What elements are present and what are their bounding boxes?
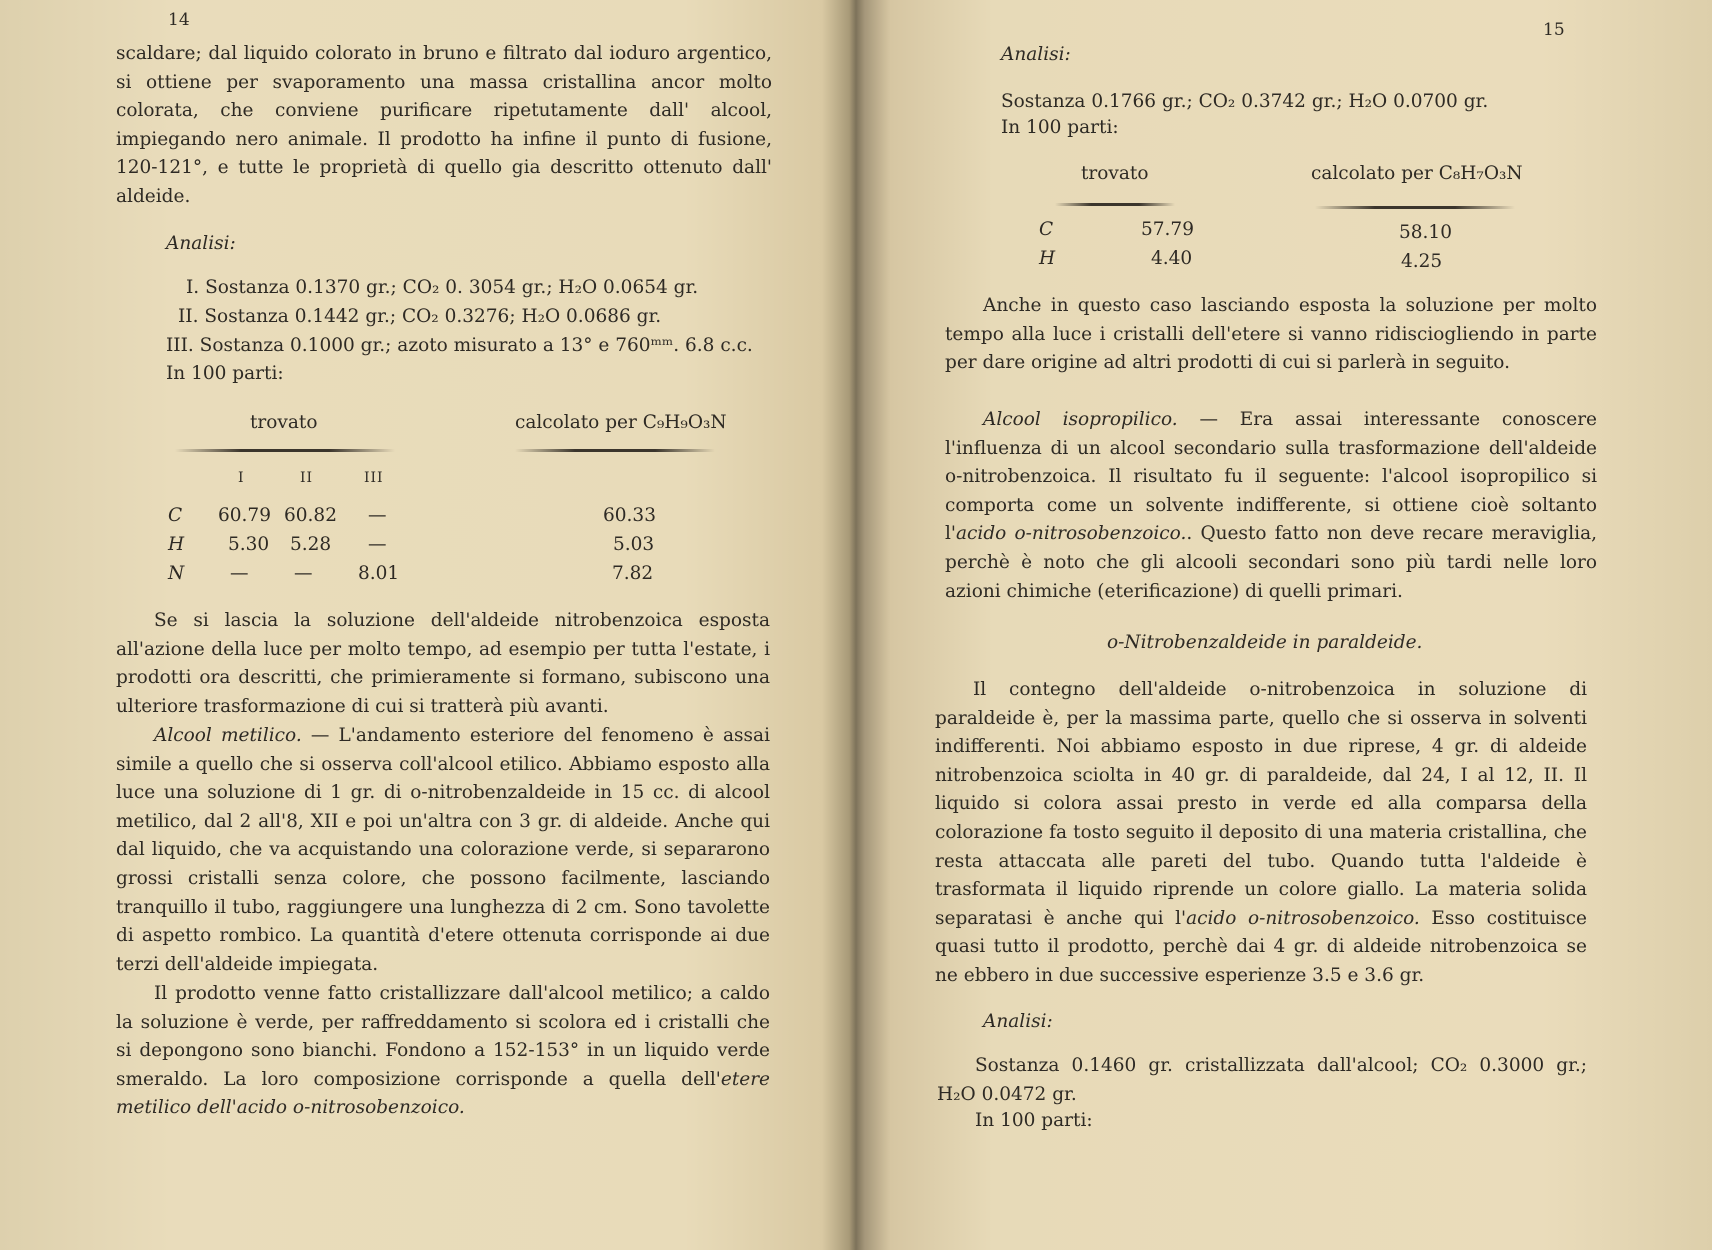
table-cell: 60.79 (218, 505, 271, 526)
brace-divider (175, 449, 395, 452)
table-header-calc: calcolato per C₉H₉O₃N (515, 412, 727, 433)
analysis-line: In 100 parti: (166, 363, 284, 384)
table-cell: 60.33 (603, 505, 656, 526)
table-cell: 7.82 (612, 563, 654, 584)
brace-divider (1315, 206, 1515, 209)
paragraph: scaldare; dal liquido colorato in bruno e filtrato dal ioduro argentico, si ottiene per svaporamento una massa cristallina ancor molto colorata, che conviene purificare ripetutamente dall' alcool, impiegando nero animale. Il prodotto ha infine il punto di fusione, 120-121°, e tutte le proprietà di quello gia descritto ottenuto dall' aldeide. (116, 43, 772, 207)
paragraph-text: Il contegno dell'aldeide o-nitrobenzoica in soluzione di paraldeide è, per la massima parte, quello che si osserva in solventi indifferenti. Noi abbiamo esposto in due riprese, 4 gr. di aldeide nitrobenzoica sciolta in 40 gr. di paraldeide, dal 24, I al 12, II. Il liquido si colora assai presto in verde ed alla comparsa della colorazione fa tosto seguito il deposito di una materia cristallina, che resta attaccata alle pareti del tubo. Quando tutta l'aldeide è trasformata il liquido riprende un colore giallo. La materia solida separatasi è anche qui l' (935, 679, 1587, 929)
paragraph-italic: acido o-nitrosobenzoico. (1186, 907, 1420, 929)
analysis-line: II. Sostanza 0.1442 gr.; CO₂ 0.3276; H₂O 0.0686 gr. (178, 306, 662, 327)
table-cell: 4.40 (1151, 248, 1193, 269)
analysis-line: III. Sostanza 0.1000 gr.; azoto misurato a 13° e 760ᵐᵐ. 6.8 c.c. (166, 335, 753, 356)
paragraph-italic: acido o-nitrosobenzoico. (956, 523, 1187, 545)
column-header: III (364, 470, 384, 486)
table-cell: 57.79 (1141, 219, 1194, 240)
analysis-heading: Analisi: (166, 233, 236, 254)
section-heading: o-Nitrobenzaldeide in paraldeide. (1107, 632, 1423, 653)
paragraph: Anche in questo caso lasciando esposta la soluzione per molto tempo alla luce i cristalli dell'etere si vanno ridisciogliendo in parte per dare origine ad altri prodotti di cui si parlerà in seguito. (945, 295, 1597, 374)
table-cell: C (168, 505, 183, 526)
table-header-found: trovato (1081, 163, 1149, 184)
table-cell: 60.82 (284, 505, 337, 526)
analysis-line: Sostanza 0.1766 gr.; CO₂ 0.3742 gr.; H₂O 0.0700 gr. (1001, 91, 1489, 112)
paragraph-lead: Alcool isopropilico. (983, 409, 1178, 430)
table-cell: 4.25 (1401, 251, 1443, 272)
column-header: II (300, 470, 314, 486)
paragraph-text: — Era assai interessante conoscere l'influenza di un alcool secondario sulla trasformazione dell'aldeide o-nitrobenzoica. Il risultato fu il seguente: l'alcool isopropilico si comporta come un solvente indifferente, si ottiene cioè soltanto l' (945, 409, 1597, 545)
table-cell: H (1039, 248, 1056, 269)
paragraph-text: Il prodotto venne fatto cristallizzare dall'alcool metilico; a caldo la soluzione è verde, per raffreddamento si scolora ed i cristalli che si depongono sono bianchi. Fondono a 152-153° in un liquido verde smeraldo. La loro composizione corrisponde a quella dell' (116, 983, 770, 1090)
paragraph: Se si lascia la soluzione dell'aldeide nitrobenzoica esposta all'azione della luce per molto tempo, ad esempio per tutta l'estate, i prodotti ora descritti, che primieramente si formano, subiscono una ulteriore trasformazione di cui si tratterà più avanti. (116, 610, 770, 717)
table-cell: — (230, 563, 249, 584)
table-cell: — (368, 505, 387, 526)
table-cell: 8.01 (358, 563, 400, 584)
analysis-line: In 100 parti: (1001, 117, 1119, 138)
page-number: 15 (1543, 20, 1565, 40)
analysis-line: Sostanza 0.1460 gr. cristallizzata dall'alcool; CO₂ 0.3000 gr.; H₂O 0.0472 gr. (937, 1055, 1587, 1105)
paragraph-text: Esso costituisce quasi tutto il prodotto, perchè dai 4 gr. di aldeide nitrobenzoica se ne ebbero in due successive esperienze 3.5 e 3.6 gr. (935, 907, 1587, 986)
paragraph-text: — L'andamento esteriore del fenomeno è assai simile a quello che si osserva coll'alcool etilico. Abbiamo esposto alla luce una soluzione di 1 gr. di o-nitrobenzaldeide in 15 cc. di alcool metilico, dal 2 all'8, XII e poi un'altra con 3 gr. di aldeide. Anche qui dal liquido, che va acquistando una colorazione verde, si separarono grossi cristalli senza colore, che possono facilmente, lasciando tranquillo il tubo, raggiungere una lunghezza di 2 cm. Sono tavolette di aspetto rombico. La quantità d'etere ottenuta corrisponde ai due terzi dell'aldeide impiegata. (116, 725, 770, 975)
paragraph (935, 676, 1587, 991)
paragraph-text: . Questo fatto non deve recare meraviglia, perchè è noto che gli alcooli secondari sono più tardi nelle loro azioni chimiche (eterificazione) di quelli primari. (945, 523, 1598, 602)
table-cell: — (294, 563, 313, 584)
right-page (935, 0, 1598, 1250)
paragraph (116, 722, 770, 979)
column-header: I (238, 470, 245, 486)
paragraph-lead: Alcool metilico. (154, 725, 302, 746)
analysis-heading: Analisi: (1001, 44, 1071, 65)
table-cell: C (1039, 219, 1054, 240)
analysis-line: I. Sostanza 0.1370 gr.; CO₂ 0. 3054 gr.; H₂O 0.0654 gr. (186, 277, 699, 298)
analysis-heading: Analisi: (983, 1011, 1053, 1032)
table-cell: H (168, 534, 185, 555)
table-cell: N (168, 563, 185, 584)
brace-divider (515, 449, 715, 452)
left-page (116, 0, 772, 1250)
table-header-found: trovato (250, 412, 318, 433)
paragraph (945, 406, 1597, 606)
table-header-calc: calcolato per C₈H₇O₃N (1311, 163, 1523, 184)
analysis-line: In 100 parti: (975, 1110, 1093, 1131)
brace-divider (1055, 203, 1175, 206)
paragraph (116, 980, 770, 1123)
page-number: 14 (168, 10, 190, 30)
table-cell: 58.10 (1399, 222, 1452, 243)
paragraph-italic: etere metilico dell'acido o-nitrosobenzoico. (116, 1068, 770, 1119)
table-cell: 5.03 (613, 534, 655, 555)
table-cell: 5.28 (290, 534, 332, 555)
table-cell: — (368, 534, 387, 555)
table-cell: 5.30 (228, 534, 270, 555)
